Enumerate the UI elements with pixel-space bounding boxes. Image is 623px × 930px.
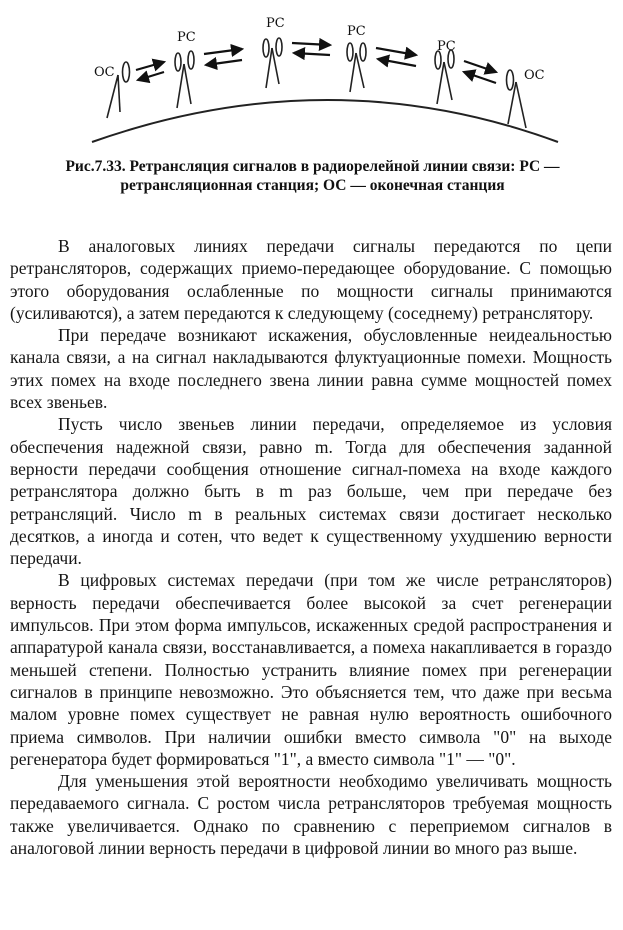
arrow-1a xyxy=(136,62,164,70)
paragraph-5: Для уменьшения этой вероятности необходимо увеличивать мощность передаваемого сигнала. С ростом числа ретрансляторов требуемая мощность также увеличивается. Однако по сравнению с переприемом сигналов в аналоговой линии верность передачи в цифровой линии во много раз выше. xyxy=(10,771,612,859)
arrow-5a xyxy=(464,61,496,72)
paragraph-1: В аналоговых линиях передачи сигналы передаются по цепи ретрансляторов, содержащих приемо-передающее оборудование. С помощью этого оборудования ослабленные по мощности сигналы принимаются (усиливаются), а затем передаются к следующему (соседнему) ретранслятору. xyxy=(10,236,612,323)
relay-line-diagram xyxy=(60,0,600,158)
label-relay-1: РС xyxy=(177,30,196,45)
relay-station-3 xyxy=(347,43,366,92)
arrow-2a xyxy=(204,49,242,54)
body-text xyxy=(10,235,612,859)
arrow-4a xyxy=(376,48,416,55)
arrow-5b xyxy=(464,72,496,83)
label-terminal-right: ОС xyxy=(524,68,545,83)
relay-station-4 xyxy=(435,50,454,104)
arrow-3b xyxy=(294,53,330,55)
label-relay-4: РС xyxy=(437,39,456,54)
arrow-2b xyxy=(206,60,242,65)
arrow-1b xyxy=(138,72,164,80)
label-relay-3: РС xyxy=(347,24,366,39)
label-terminal-left: ОС xyxy=(94,65,115,80)
relay-station-1 xyxy=(175,51,194,108)
label-relay-2: РС xyxy=(266,16,285,31)
paragraph-4: В цифровых системах передачи (при том же числе ретрансляторов) верность передачи обеспечивается более высокой за счет регенерации импульсов. При этом форма импульсов, искаженных средой распространения и аппаратурой канала связи, восстанавливается, а помеха накапливается в гораздо меньшей степени. Полностью устранить влияние помех при регенерации сигналов в принципе невозможно. Это объясняется тем, что даже при весьма малом уровне помех существует не равная нулю вероятность ошибочного приема символов. При наличии ошибки вместо символа "0" на выходе регенератора будет формироваться "1", а вместо символа "1" — "0". xyxy=(10,570,612,769)
arrow-3a xyxy=(292,43,330,45)
paragraph-3: Пусть число звеньев линии передачи, определяемое из условия обеспечения надежной связи, равно m. Тогда для обеспечения заданной верности передачи сообщения отношение сигнал-помеха на входе каждого ретранслятора должно быть в m раз больше, чем при передаче без ретрансляций. Число m в реальных системах связи достигает несколько десятков, а иногда и сотен, что ведет к существенному ухудшению верности передачи. xyxy=(10,414,612,569)
figure-caption: Рис.7.33. Ретрансляция сигналов в радиорелейной линии связи: РС — ретрансляционная станция; ОС — оконечная станция xyxy=(65,158,560,194)
paragraph-2: При передаче возникают искажения, обусловленные неидеальностью канала связи, а на сигнал накладываются флуктуационные помехи. Мощность этих помех на входе последнего звена линии равна сумме мощностей помех всех звеньев. xyxy=(10,325,612,413)
arrow-4b xyxy=(378,59,416,66)
earth-surface xyxy=(92,100,558,142)
relay-station-2 xyxy=(263,38,282,88)
